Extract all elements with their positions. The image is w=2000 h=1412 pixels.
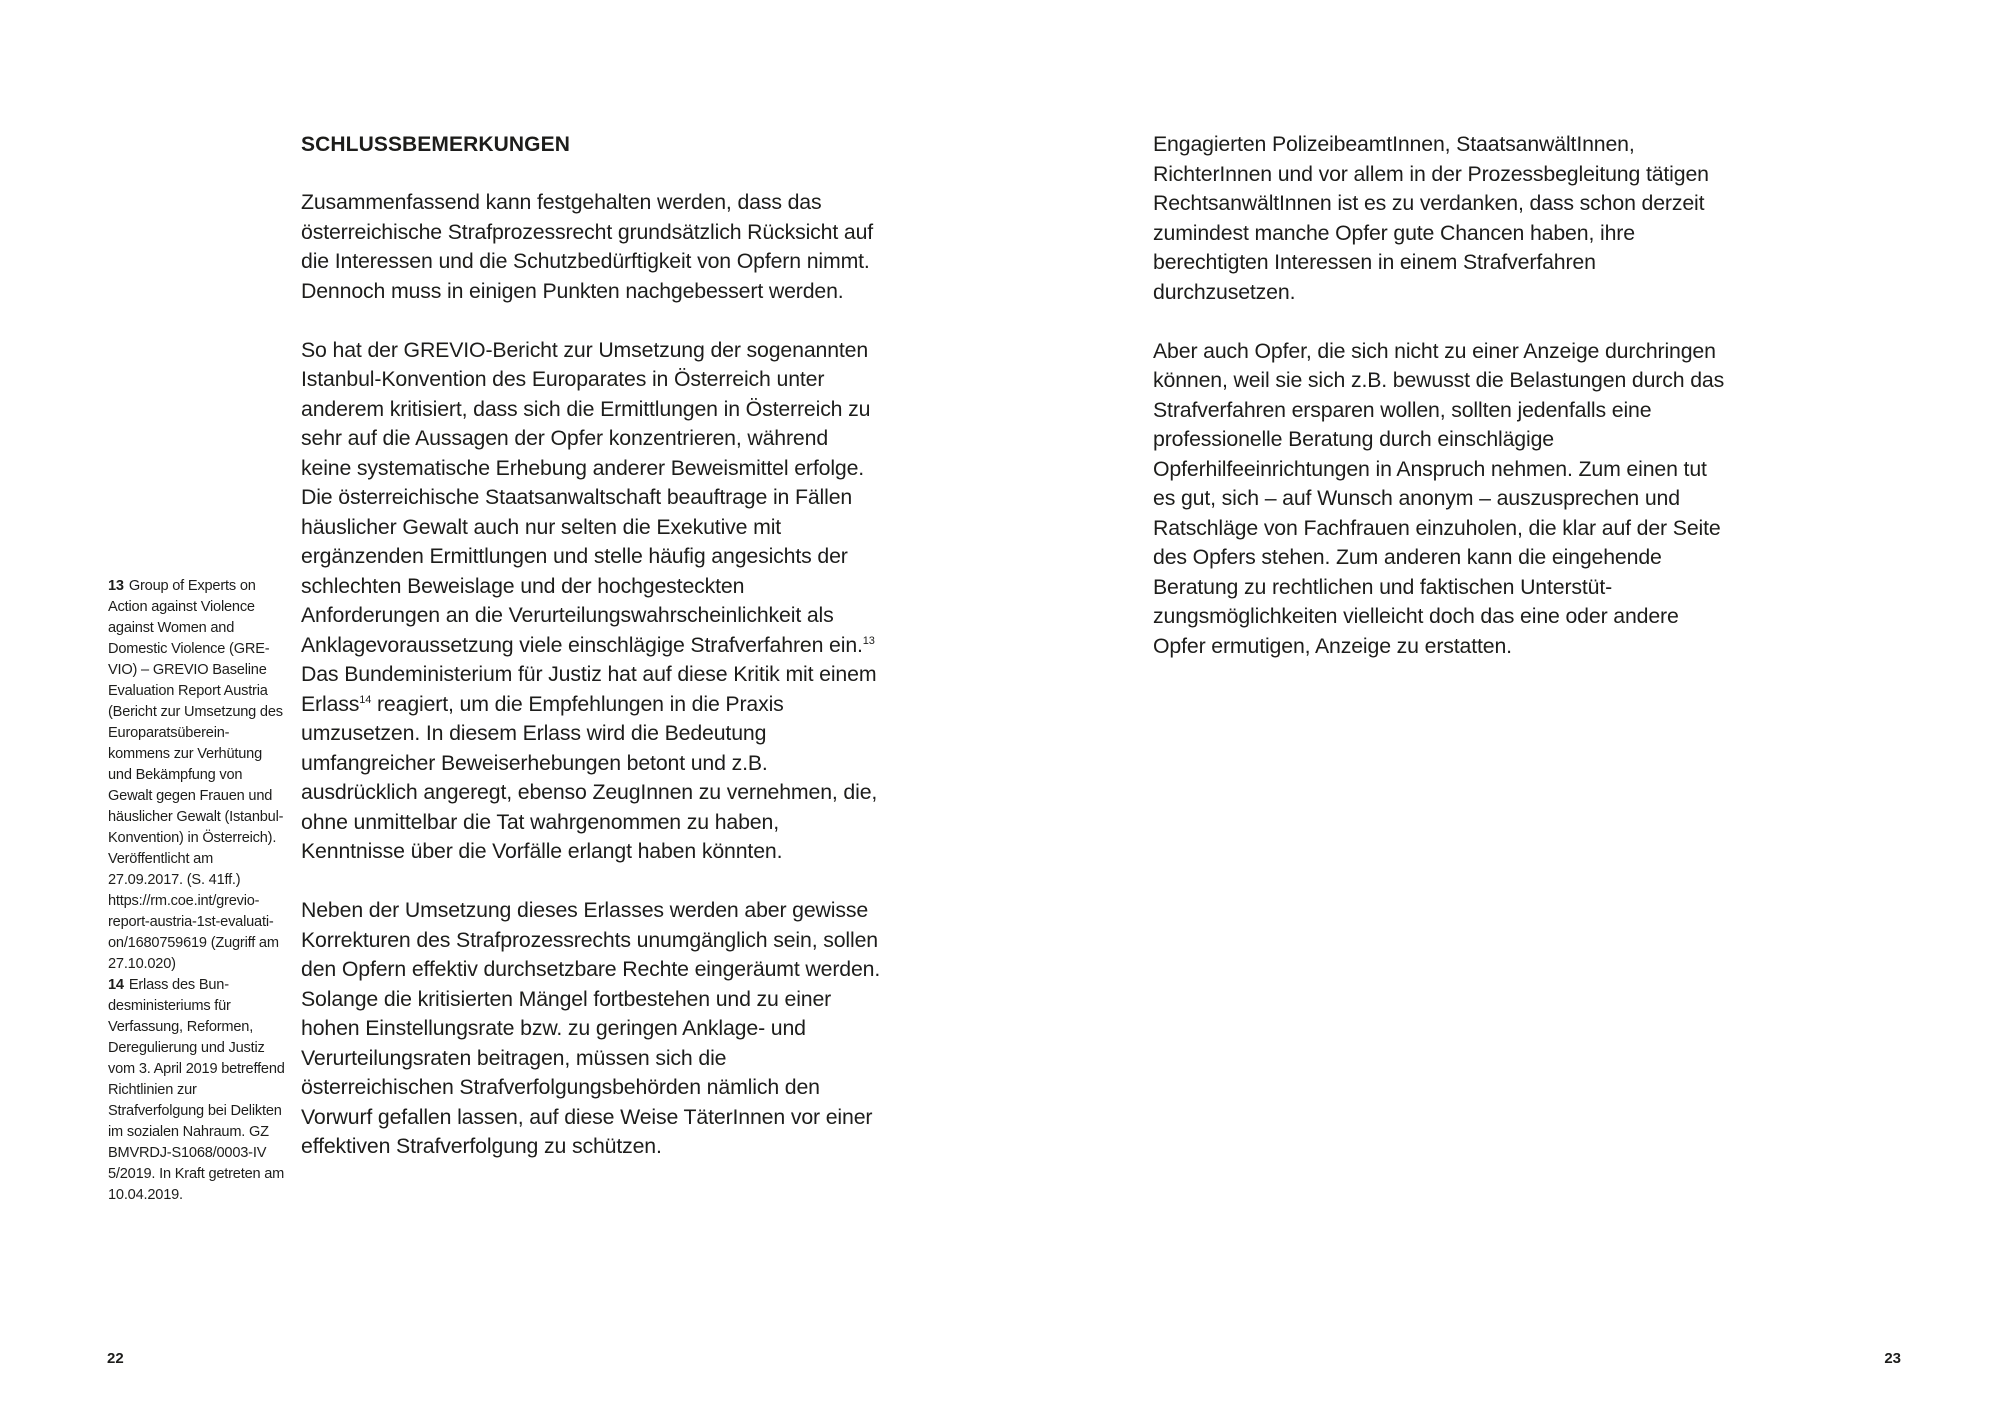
section-heading: SCHLUSSBEMERKUNGEN [301,133,570,156]
footnote-13 [108,576,286,975]
page-number-right: 23 [1884,1350,1901,1367]
paragraph-summary: Zusammenfassend kann festgehalten werden, dass das österreichische Strafprozessrecht grundsätzlich Rücksicht auf die Interessen und die Schutzbedürftigkeit von Opfern nimmt. Dennoch muss in einigen Punkten nachgebessert werden. [301,190,874,303]
paragraph-text: Das Bundeministerium für Justiz hat auf diese Kritik mit einem Erlass [301,662,877,716]
footnote-ref-14: 14 [359,693,372,706]
footnote-14 [108,975,286,1206]
paragraph-engaged: Engagierten PolizeibeamtInnen, StaatsanwältInnen, RichterInnen und vor allem in der Prozessbegleitung tätigen RechtsanwältInnen ist es zu verdanken, dass schon derzeit zumindest manche Opfer gute Chancen haben, ihre berechtigten Interessen in einem Strafverfahren durchzusetzen. [1153,132,1709,304]
footnotes [108,576,286,1206]
footnote-text: Erlass des Bundesministeriums für Verfassung, Reformen, Deregulierung und Justiz vom 3. April 2019 betreffend Richtlinien zur Strafverfolgung bei Delikten im sozialen Nahraum. GZ BMVRDJ-S1068/0003-IV 5/2019. In Kraft getreten am 10.04.2019. [108,977,285,1203]
paragraph-text: So hat der GREVIO-Bericht zur Umsetzung der sogenannten Istanbul-Konvention des Europarates in Österreich unter anderem kritisiert, dass sich die Ermittlungen in Österreich zu sehr auf die Aussagen der Opfer konzentrieren, während keine systematische Erhebung anderer Beweismittel erfolge. Die österreichische Staatsanwaltschaft beauftrage in Fällen häuslicher Gewalt auch nur selten die Exekutive mit ergänzenden Ermittlungen und stelle häufig angesichts der schlechten Beweislage und der hochgesteckten Anforderungen an die Verurteilungswahrscheinlichkeit als Anklagevoraussetzung viele einschlägige Strafverfahren ein. [301,337,871,657]
page-number-left: 22 [107,1350,124,1367]
paragraph-grevio [301,336,881,867]
footnote-number: 14 [108,977,124,993]
footnote-text: Group of Experts on Action against Violence against Women and Domestic Violence (GREVIO) – GREVIO Baseline Evaluation Report Austria (Bericht zur Umsetzung des Europaratsübereinkommens zur Verhütung und Bekämpfung von Gewalt gegen Frauen und häuslicher Gewalt (Istanbul-Konvention) in Österreich). Veröffentlicht am 27.09.2017. (S. 41ff.) https://rm.coe.int/grevio-report-austria-1st-evaluation/1680759619 (Zugriff am 27.10.020) [108,578,284,972]
right-page-column [1153,130,1733,691]
left-page-column [301,130,881,1191]
footnote-ref-13: 13 [862,634,875,647]
footnote-number: 13 [108,578,124,594]
paragraph-text: reagiert, um die Empfehlungen in die Praxis umzusetzen. In diesem Erlass wird die Bedeutung umfangreicher Beweiserhebungen betont und z.B. ausdrücklich angeregt, ebenso ZeugInnen zu vernehmen, die, ohne unmittelbar die Tat wahrgenommen zu haben, Kenntnisse über die Vorfälle erlangt haben könnten. [301,691,878,863]
paragraph-corrections: Neben der Umsetzung dieses Erlasses werden aber gewisse Korrekturen des Strafprozessrechts unumgänglich sein, sollen den Opfern effektiv durchsetzbare Rechte eingeräumt werden. Solange die kritisierten Mängel fortbestehen und zu einer hohen Einstellungsrate bzw. zu geringen Anklage- und Verurteilungsraten beitragen, müssen sich die österreichischen Strafverfolgungsbehörden nämlich den Vorwurf gefallen lassen, auf diese Weise TäterInnen vor einer effektiven Strafverfolgung zu schützen. [301,898,881,1158]
paragraph-counseling: Aber auch Opfer, die sich nicht zu einer Anzeige durchringen können, weil sie sich z.B. bewusst die Belastungen durch das Strafverfahren ersparen wollen, sollten jedenfalls eine professionelle Beratung durch einschlägige Opferhilfeeinrichtungen in Anspruch nehmen. Zum einen tut es gut, sich – auf Wunsch anonym – auszusprechen und Ratschläge von Fachfrauen einzuholen, die klar auf der Seite des Opfers stehen. Zum anderen kann die eingehende Beratung zu rechtlichen und faktischen Unterstützungsmöglichkeiten vielleicht doch das eine oder andere Opfer ermutigen, Anzeige zu erstatten. [1153,338,1725,658]
